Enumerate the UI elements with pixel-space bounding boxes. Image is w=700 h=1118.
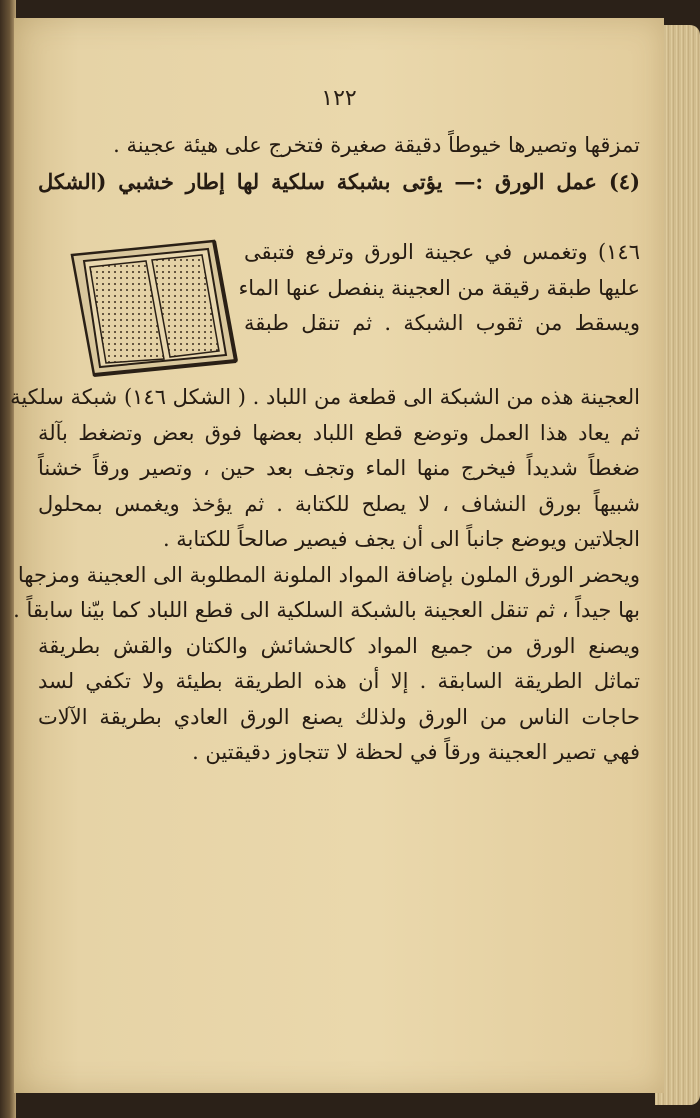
text-block-main (10, 380, 640, 771)
text-line: ثم يعاد هذا العمل وتوضع قطع اللباد بعضها فوق بعض وتضغط بآلة (38, 420, 640, 445)
text-line: عليها طبقة رقيقة من العجينة ينفصل عنها الماء (238, 275, 640, 300)
text-line: ويسقط من ثقوب الشبكة . ثم تنقل طبقة (244, 311, 640, 335)
text-line: بها جيداً ، ثم تنقل العجينة بالشبكة السلكية الى قطع اللباد كما بيّنا سابقاً . (13, 598, 640, 622)
text-line: ويصنع الورق من جميع المواد كالحشائش والكتان والقش بطريقة (38, 633, 640, 658)
text-line: ضغطاً شديداً فيخرج منها الماء وتجف بعد حين ، وتصير ورقاً خشناً (38, 456, 640, 480)
wire-mesh-figure (64, 233, 239, 378)
text-line: العجينة هذه من الشبكة الى قطعة من اللباد . ( الشكل ١٤٦) شبكة سلكية (10, 385, 640, 409)
text-line: فهي تصير العجينة ورقاً في لحظة لا تتجاوز دقيقتين . (192, 740, 640, 764)
text-line: تماثل الطريقة السابقة . إلا أن هذه الطريقة بطيئة ولا تكفي لسد (38, 669, 640, 693)
section-heading: (٤) عمل الورق :— يؤتى بشبكة سلكية لها إطار خشبي (الشكل (38, 168, 640, 194)
text-block-beside-figure (238, 235, 640, 342)
opening-line: تمزقها وتصيرها خيوطاً دقيقة صغيرة فتخرج على هيئة عجينة . (113, 133, 640, 157)
text-line: شبيهاً بورق النشاف ، لا يصلح للكتابة . ثم يؤخذ ويغمس بمحلول (38, 491, 640, 516)
text-line: ويحضر الورق الملون بإضافة المواد الملونة المطلوبة الى العجينة ومزجها (17, 562, 640, 587)
book-page (10, 18, 664, 1093)
text-block-top (38, 128, 640, 199)
text-line: ١٤٦) وتغمس في عجينة الورق وترفع فتبقى (244, 240, 640, 264)
page-number: ١٢٢ (321, 86, 357, 111)
text-line: الجلاتين ويوضع جانباً الى أن يجف فيصير صالحاً للكتابة . (162, 527, 640, 551)
text-line: حاجات الناس من الورق ولذلك يصنع الورق العادي بطريقة الآلات (38, 704, 640, 729)
